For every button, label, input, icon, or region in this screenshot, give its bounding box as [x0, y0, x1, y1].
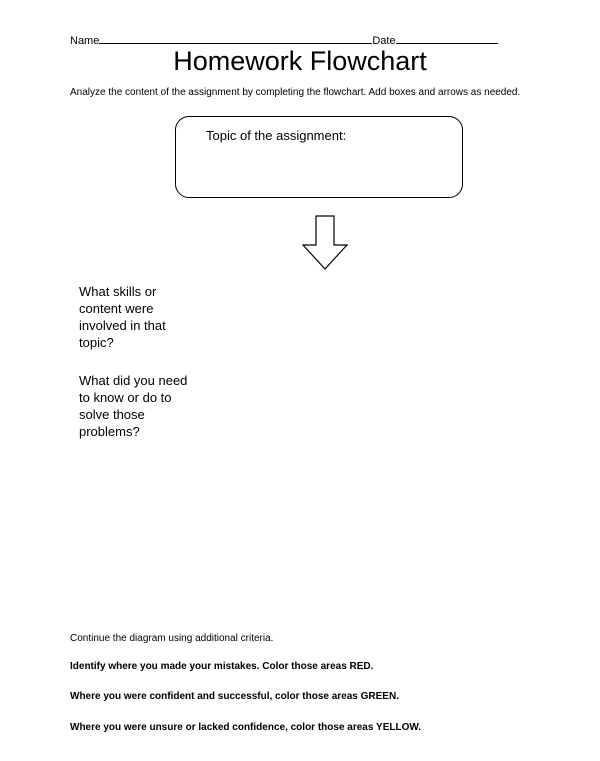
page-title: Homework Flowchart — [173, 46, 427, 76]
green-instruction: Where you were confident and successful, color those areas GREEN. — [70, 691, 399, 702]
topic-label: Topic of the assignment: — [206, 128, 347, 143]
question-knowledge: What did you need to know or do to solve those problems? — [79, 373, 188, 439]
down-arrow-icon — [302, 215, 348, 271]
name-label: Name — [70, 35, 100, 47]
date-label: Date — [372, 35, 396, 47]
red-instruction: Identify where you made your mistakes. Color those areas RED. — [70, 661, 374, 672]
question-skills: What skills or content were involved in that topic? — [79, 284, 166, 350]
yellow-instruction: Where you were unsure or lacked confidence, color those areas YELLOW. — [70, 722, 422, 733]
continue-instruction: Continue the diagram using additional criteria. — [70, 633, 274, 644]
date-blank-line[interactable] — [396, 33, 498, 44]
instructions-text: Analyze the content of the assignment by completing the flowchart. Add boxes and arrows as needed. — [70, 87, 521, 98]
header-fields — [70, 33, 498, 47]
name-blank-line[interactable] — [99, 33, 372, 44]
